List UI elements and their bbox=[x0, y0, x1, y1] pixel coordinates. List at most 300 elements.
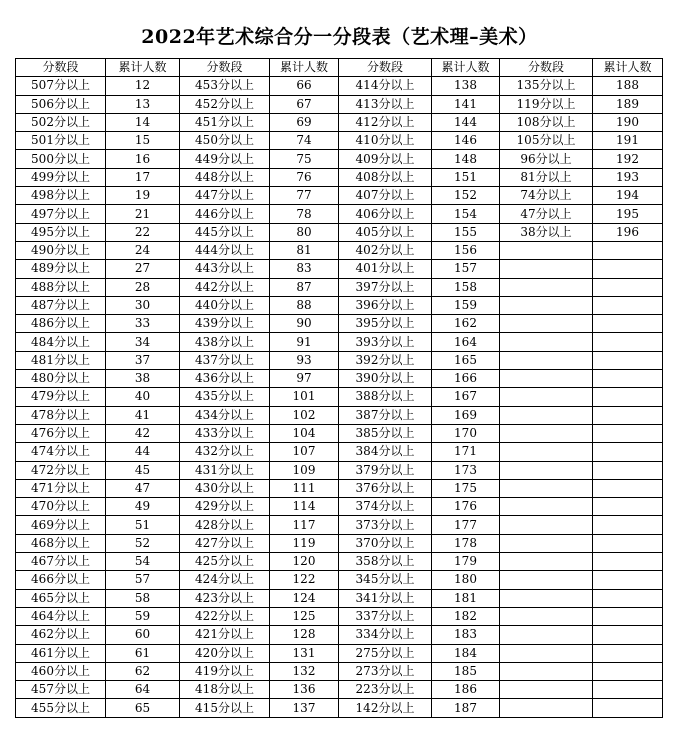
cell-cumulative-count-3: 157 bbox=[432, 260, 500, 278]
cell-score-range-4 bbox=[500, 443, 593, 461]
table-row bbox=[16, 113, 663, 131]
cell-score-range-1: 467分以上 bbox=[16, 553, 106, 571]
cell-score-range-3: 401分以上 bbox=[339, 260, 432, 278]
cell-cumulative-count-4: 195 bbox=[593, 205, 663, 223]
cell-cumulative-count-4: 192 bbox=[593, 150, 663, 168]
cell-score-range-4 bbox=[500, 388, 593, 406]
cell-score-range-3: 337分以上 bbox=[339, 607, 432, 625]
cell-cumulative-count-2: 122 bbox=[270, 571, 339, 589]
cell-cumulative-count-1: 17 bbox=[106, 168, 180, 186]
cell-score-range-3: 334分以上 bbox=[339, 626, 432, 644]
cell-score-range-4 bbox=[500, 296, 593, 314]
cell-score-range-4 bbox=[500, 571, 593, 589]
cell-score-range-4: 38分以上 bbox=[500, 223, 593, 241]
cell-cumulative-count-4 bbox=[593, 626, 663, 644]
cell-cumulative-count-1: 47 bbox=[106, 479, 180, 497]
cell-score-range-2: 427分以上 bbox=[180, 534, 270, 552]
cell-cumulative-count-2: 109 bbox=[270, 461, 339, 479]
cell-score-range-1: 498分以上 bbox=[16, 187, 106, 205]
cell-cumulative-count-1: 57 bbox=[106, 571, 180, 589]
cell-cumulative-count-3: 151 bbox=[432, 168, 500, 186]
table-row bbox=[16, 315, 663, 333]
cell-score-range-3: 407分以上 bbox=[339, 187, 432, 205]
cell-cumulative-count-2: 74 bbox=[270, 132, 339, 150]
cell-cumulative-count-3: 181 bbox=[432, 589, 500, 607]
cell-cumulative-count-3: 179 bbox=[432, 553, 500, 571]
cell-cumulative-count-4 bbox=[593, 351, 663, 369]
cell-cumulative-count-3: 169 bbox=[432, 406, 500, 424]
cell-cumulative-count-1: 40 bbox=[106, 388, 180, 406]
table-row bbox=[16, 516, 663, 534]
cell-cumulative-count-1: 37 bbox=[106, 351, 180, 369]
cell-cumulative-count-1: 64 bbox=[106, 681, 180, 699]
cell-cumulative-count-1: 16 bbox=[106, 150, 180, 168]
table-row bbox=[16, 443, 663, 461]
cell-cumulative-count-4 bbox=[593, 443, 663, 461]
cell-score-range-3: 409分以上 bbox=[339, 150, 432, 168]
table-row bbox=[16, 699, 663, 717]
table-row bbox=[16, 260, 663, 278]
cell-score-range-3: 408分以上 bbox=[339, 168, 432, 186]
cell-score-range-3: 345分以上 bbox=[339, 571, 432, 589]
cell-score-range-1: 488分以上 bbox=[16, 278, 106, 296]
cell-score-range-1: 471分以上 bbox=[16, 479, 106, 497]
cell-cumulative-count-3: 185 bbox=[432, 662, 500, 680]
cell-cumulative-count-3: 164 bbox=[432, 333, 500, 351]
cell-cumulative-count-4 bbox=[593, 296, 663, 314]
cell-cumulative-count-3: 138 bbox=[432, 77, 500, 95]
cell-score-range-3: 376分以上 bbox=[339, 479, 432, 497]
cell-cumulative-count-4 bbox=[593, 516, 663, 534]
cell-cumulative-count-3: 156 bbox=[432, 241, 500, 259]
cell-cumulative-count-2: 111 bbox=[270, 479, 339, 497]
cell-cumulative-count-3: 187 bbox=[432, 699, 500, 717]
cell-cumulative-count-4 bbox=[593, 388, 663, 406]
cell-cumulative-count-1: 49 bbox=[106, 498, 180, 516]
cell-cumulative-count-1: 45 bbox=[106, 461, 180, 479]
cell-score-range-4 bbox=[500, 461, 593, 479]
table-header bbox=[16, 59, 663, 77]
cell-score-range-1: 499分以上 bbox=[16, 168, 106, 186]
cell-score-range-1: 479分以上 bbox=[16, 388, 106, 406]
cell-score-range-1: 461分以上 bbox=[16, 644, 106, 662]
table-row bbox=[16, 571, 663, 589]
cell-cumulative-count-1: 62 bbox=[106, 662, 180, 680]
table-row bbox=[16, 388, 663, 406]
cell-score-range-2: 449分以上 bbox=[180, 150, 270, 168]
table-row bbox=[16, 241, 663, 259]
cell-score-range-2: 425分以上 bbox=[180, 553, 270, 571]
table-row bbox=[16, 205, 663, 223]
cell-score-range-1: 501分以上 bbox=[16, 132, 106, 150]
cell-score-range-1: 497分以上 bbox=[16, 205, 106, 223]
cell-cumulative-count-2: 77 bbox=[270, 187, 339, 205]
cell-cumulative-count-2: 76 bbox=[270, 168, 339, 186]
cell-cumulative-count-1: 61 bbox=[106, 644, 180, 662]
cell-score-range-1: 476分以上 bbox=[16, 424, 106, 442]
cell-cumulative-count-2: 104 bbox=[270, 424, 339, 442]
cell-cumulative-count-4 bbox=[593, 370, 663, 388]
cell-score-range-3: 395分以上 bbox=[339, 315, 432, 333]
table-row bbox=[16, 223, 663, 241]
cell-score-range-3: 341分以上 bbox=[339, 589, 432, 607]
cell-cumulative-count-3: 173 bbox=[432, 461, 500, 479]
cell-score-range-1: 500分以上 bbox=[16, 150, 106, 168]
cell-cumulative-count-3: 184 bbox=[432, 644, 500, 662]
cell-cumulative-count-1: 65 bbox=[106, 699, 180, 717]
cell-cumulative-count-3: 176 bbox=[432, 498, 500, 516]
cell-score-range-3: 396分以上 bbox=[339, 296, 432, 314]
cell-cumulative-count-1: 59 bbox=[106, 607, 180, 625]
table-row bbox=[16, 168, 663, 186]
cell-score-range-1: 502分以上 bbox=[16, 113, 106, 131]
cell-score-range-4 bbox=[500, 424, 593, 442]
cell-score-range-2: 419分以上 bbox=[180, 662, 270, 680]
cell-cumulative-count-4: 194 bbox=[593, 187, 663, 205]
cell-cumulative-count-2: 125 bbox=[270, 607, 339, 625]
cell-cumulative-count-2: 117 bbox=[270, 516, 339, 534]
cell-cumulative-count-4: 188 bbox=[593, 77, 663, 95]
cell-score-range-2: 439分以上 bbox=[180, 315, 270, 333]
cell-score-range-4: 135分以上 bbox=[500, 77, 593, 95]
table-row bbox=[16, 406, 663, 424]
cell-score-range-3: 392分以上 bbox=[339, 351, 432, 369]
cell-score-range-1: 470分以上 bbox=[16, 498, 106, 516]
cell-score-range-1: 480分以上 bbox=[16, 370, 106, 388]
cell-score-range-1: 478分以上 bbox=[16, 406, 106, 424]
cell-cumulative-count-2: 87 bbox=[270, 278, 339, 296]
cell-cumulative-count-2: 137 bbox=[270, 699, 339, 717]
cell-cumulative-count-3: 162 bbox=[432, 315, 500, 333]
cell-cumulative-count-1: 52 bbox=[106, 534, 180, 552]
cell-cumulative-count-2: 91 bbox=[270, 333, 339, 351]
cell-cumulative-count-4: 190 bbox=[593, 113, 663, 131]
cell-score-range-1: 457分以上 bbox=[16, 681, 106, 699]
cell-cumulative-count-2: 132 bbox=[270, 662, 339, 680]
cell-cumulative-count-3: 182 bbox=[432, 607, 500, 625]
table-body bbox=[16, 77, 663, 717]
cell-score-range-3: 410分以上 bbox=[339, 132, 432, 150]
cell-cumulative-count-3: 144 bbox=[432, 113, 500, 131]
table-row bbox=[16, 644, 663, 662]
table-row bbox=[16, 132, 663, 150]
cell-score-range-3: 414分以上 bbox=[339, 77, 432, 95]
cell-cumulative-count-4 bbox=[593, 662, 663, 680]
cell-cumulative-count-1: 27 bbox=[106, 260, 180, 278]
cell-score-range-4 bbox=[500, 406, 593, 424]
table-row bbox=[16, 498, 663, 516]
cell-cumulative-count-2: 131 bbox=[270, 644, 339, 662]
cell-cumulative-count-2: 124 bbox=[270, 589, 339, 607]
cell-score-range-1: 474分以上 bbox=[16, 443, 106, 461]
cell-score-range-2: 436分以上 bbox=[180, 370, 270, 388]
cell-score-range-2: 444分以上 bbox=[180, 241, 270, 259]
table-row bbox=[16, 681, 663, 699]
header-score-range-3: 分数段 bbox=[339, 59, 432, 77]
cell-cumulative-count-2: 128 bbox=[270, 626, 339, 644]
cell-score-range-2: 432分以上 bbox=[180, 443, 270, 461]
cell-score-range-2: 418分以上 bbox=[180, 681, 270, 699]
cell-cumulative-count-4 bbox=[593, 241, 663, 259]
cell-cumulative-count-2: 119 bbox=[270, 534, 339, 552]
cell-cumulative-count-3: 186 bbox=[432, 681, 500, 699]
header-score-range-2: 分数段 bbox=[180, 59, 270, 77]
cell-score-range-3: 373分以上 bbox=[339, 516, 432, 534]
cell-cumulative-count-1: 54 bbox=[106, 553, 180, 571]
cell-cumulative-count-3: 154 bbox=[432, 205, 500, 223]
cell-cumulative-count-1: 41 bbox=[106, 406, 180, 424]
cell-score-range-4: 105分以上 bbox=[500, 132, 593, 150]
cell-score-range-3: 406分以上 bbox=[339, 205, 432, 223]
cell-cumulative-count-4 bbox=[593, 315, 663, 333]
cell-cumulative-count-4 bbox=[593, 333, 663, 351]
table-row bbox=[16, 333, 663, 351]
header-cumulative-count-2: 累计人数 bbox=[270, 59, 339, 77]
cell-score-range-2: 430分以上 bbox=[180, 479, 270, 497]
cell-score-range-4 bbox=[500, 516, 593, 534]
cell-score-range-4 bbox=[500, 278, 593, 296]
cell-score-range-3: 390分以上 bbox=[339, 370, 432, 388]
cell-score-range-2: 440分以上 bbox=[180, 296, 270, 314]
cell-cumulative-count-4 bbox=[593, 553, 663, 571]
cell-score-range-4 bbox=[500, 553, 593, 571]
cell-cumulative-count-1: 19 bbox=[106, 187, 180, 205]
table-row bbox=[16, 662, 663, 680]
cell-score-range-4 bbox=[500, 370, 593, 388]
cell-cumulative-count-2: 90 bbox=[270, 315, 339, 333]
cell-cumulative-count-3: 155 bbox=[432, 223, 500, 241]
cell-score-range-4 bbox=[500, 589, 593, 607]
cell-score-range-2: 423分以上 bbox=[180, 589, 270, 607]
cell-cumulative-count-2: 67 bbox=[270, 95, 339, 113]
cell-score-range-2: 433分以上 bbox=[180, 424, 270, 442]
cell-score-range-3: 384分以上 bbox=[339, 443, 432, 461]
cell-cumulative-count-2: 102 bbox=[270, 406, 339, 424]
table-row bbox=[16, 461, 663, 479]
header-cumulative-count-4: 累计人数 bbox=[593, 59, 663, 77]
cell-score-range-3: 402分以上 bbox=[339, 241, 432, 259]
cell-score-range-3: 413分以上 bbox=[339, 95, 432, 113]
cell-cumulative-count-1: 21 bbox=[106, 205, 180, 223]
cell-cumulative-count-4: 193 bbox=[593, 168, 663, 186]
cell-cumulative-count-2: 80 bbox=[270, 223, 339, 241]
cell-score-range-4 bbox=[500, 241, 593, 259]
cell-cumulative-count-1: 38 bbox=[106, 370, 180, 388]
cell-score-range-2: 420分以上 bbox=[180, 644, 270, 662]
table-row bbox=[16, 424, 663, 442]
cell-cumulative-count-3: 178 bbox=[432, 534, 500, 552]
score-distribution-table bbox=[15, 58, 663, 718]
table-row bbox=[16, 150, 663, 168]
cell-score-range-4 bbox=[500, 607, 593, 625]
cell-score-range-4 bbox=[500, 498, 593, 516]
header-cumulative-count-1: 累计人数 bbox=[106, 59, 180, 77]
cell-score-range-1: 490分以上 bbox=[16, 241, 106, 259]
cell-cumulative-count-4 bbox=[593, 534, 663, 552]
cell-cumulative-count-1: 33 bbox=[106, 315, 180, 333]
cell-cumulative-count-2: 101 bbox=[270, 388, 339, 406]
cell-cumulative-count-3: 148 bbox=[432, 150, 500, 168]
cell-cumulative-count-3: 170 bbox=[432, 424, 500, 442]
table-row bbox=[16, 95, 663, 113]
cell-cumulative-count-3: 152 bbox=[432, 187, 500, 205]
cell-cumulative-count-1: 58 bbox=[106, 589, 180, 607]
cell-score-range-1: 469分以上 bbox=[16, 516, 106, 534]
cell-score-range-2: 435分以上 bbox=[180, 388, 270, 406]
cell-score-range-4 bbox=[500, 534, 593, 552]
cell-score-range-1: 489分以上 bbox=[16, 260, 106, 278]
cell-score-range-1: 487分以上 bbox=[16, 296, 106, 314]
cell-cumulative-count-2: 120 bbox=[270, 553, 339, 571]
cell-cumulative-count-2: 136 bbox=[270, 681, 339, 699]
cell-score-range-4: 47分以上 bbox=[500, 205, 593, 223]
cell-score-range-3: 223分以上 bbox=[339, 681, 432, 699]
cell-score-range-1: 464分以上 bbox=[16, 607, 106, 625]
cell-cumulative-count-3: 146 bbox=[432, 132, 500, 150]
table-row bbox=[16, 479, 663, 497]
cell-score-range-4 bbox=[500, 681, 593, 699]
cell-score-range-4: 81分以上 bbox=[500, 168, 593, 186]
cell-score-range-1: 462分以上 bbox=[16, 626, 106, 644]
cell-score-range-2: 448分以上 bbox=[180, 168, 270, 186]
page-title: 2022年艺术综合分一分段表（艺术理–美术） bbox=[141, 26, 538, 48]
cell-score-range-1: 466分以上 bbox=[16, 571, 106, 589]
cell-cumulative-count-4: 189 bbox=[593, 95, 663, 113]
cell-score-range-4 bbox=[500, 351, 593, 369]
table-row bbox=[16, 77, 663, 95]
cell-score-range-1: 507分以上 bbox=[16, 77, 106, 95]
cell-score-range-3: 142分以上 bbox=[339, 699, 432, 717]
cell-cumulative-count-3: 167 bbox=[432, 388, 500, 406]
cell-score-range-3: 273分以上 bbox=[339, 662, 432, 680]
cell-cumulative-count-1: 34 bbox=[106, 333, 180, 351]
table-row bbox=[16, 351, 663, 369]
cell-cumulative-count-4: 191 bbox=[593, 132, 663, 150]
cell-score-range-4: 74分以上 bbox=[500, 187, 593, 205]
cell-score-range-2: 429分以上 bbox=[180, 498, 270, 516]
cell-score-range-3: 405分以上 bbox=[339, 223, 432, 241]
header-cumulative-count-3: 累计人数 bbox=[432, 59, 500, 77]
cell-score-range-2: 424分以上 bbox=[180, 571, 270, 589]
cell-cumulative-count-4 bbox=[593, 461, 663, 479]
cell-cumulative-count-4 bbox=[593, 681, 663, 699]
cell-cumulative-count-4 bbox=[593, 571, 663, 589]
cell-cumulative-count-1: 28 bbox=[106, 278, 180, 296]
cell-score-range-4 bbox=[500, 662, 593, 680]
cell-score-range-3: 412分以上 bbox=[339, 113, 432, 131]
cell-cumulative-count-3: 180 bbox=[432, 571, 500, 589]
cell-score-range-2: 431分以上 bbox=[180, 461, 270, 479]
cell-score-range-3: 374分以上 bbox=[339, 498, 432, 516]
cell-score-range-2: 434分以上 bbox=[180, 406, 270, 424]
cell-score-range-4 bbox=[500, 699, 593, 717]
cell-score-range-2: 445分以上 bbox=[180, 223, 270, 241]
cell-score-range-3: 370分以上 bbox=[339, 534, 432, 552]
cell-cumulative-count-2: 66 bbox=[270, 77, 339, 95]
cell-cumulative-count-4 bbox=[593, 699, 663, 717]
cell-score-range-2: 437分以上 bbox=[180, 351, 270, 369]
table-row bbox=[16, 296, 663, 314]
cell-cumulative-count-3: 177 bbox=[432, 516, 500, 534]
cell-score-range-1: 472分以上 bbox=[16, 461, 106, 479]
cell-score-range-2: 415分以上 bbox=[180, 699, 270, 717]
cell-cumulative-count-4 bbox=[593, 424, 663, 442]
cell-cumulative-count-2: 78 bbox=[270, 205, 339, 223]
cell-score-range-4 bbox=[500, 260, 593, 278]
cell-score-range-2: 447分以上 bbox=[180, 187, 270, 205]
cell-score-range-4 bbox=[500, 626, 593, 644]
cell-cumulative-count-1: 12 bbox=[106, 77, 180, 95]
cell-cumulative-count-1: 60 bbox=[106, 626, 180, 644]
cell-cumulative-count-2: 107 bbox=[270, 443, 339, 461]
cell-cumulative-count-3: 166 bbox=[432, 370, 500, 388]
cell-score-range-4 bbox=[500, 315, 593, 333]
header-row bbox=[16, 59, 663, 77]
cell-cumulative-count-1: 42 bbox=[106, 424, 180, 442]
cell-cumulative-count-4 bbox=[593, 644, 663, 662]
cell-cumulative-count-3: 171 bbox=[432, 443, 500, 461]
cell-cumulative-count-2: 88 bbox=[270, 296, 339, 314]
cell-score-range-2: 428分以上 bbox=[180, 516, 270, 534]
cell-cumulative-count-2: 75 bbox=[270, 150, 339, 168]
table-row bbox=[16, 278, 663, 296]
cell-cumulative-count-1: 24 bbox=[106, 241, 180, 259]
cell-score-range-2: 442分以上 bbox=[180, 278, 270, 296]
cell-score-range-2: 450分以上 bbox=[180, 132, 270, 150]
cell-cumulative-count-2: 81 bbox=[270, 241, 339, 259]
table-row bbox=[16, 589, 663, 607]
header-score-range-4: 分数段 bbox=[500, 59, 593, 77]
cell-score-range-4: 96分以上 bbox=[500, 150, 593, 168]
cell-score-range-4: 119分以上 bbox=[500, 95, 593, 113]
cell-score-range-3: 397分以上 bbox=[339, 278, 432, 296]
cell-cumulative-count-4 bbox=[593, 589, 663, 607]
cell-score-range-2: 438分以上 bbox=[180, 333, 270, 351]
cell-score-range-3: 379分以上 bbox=[339, 461, 432, 479]
table-row bbox=[16, 626, 663, 644]
cell-score-range-1: 465分以上 bbox=[16, 589, 106, 607]
cell-cumulative-count-2: 69 bbox=[270, 113, 339, 131]
cell-score-range-1: 495分以上 bbox=[16, 223, 106, 241]
cell-cumulative-count-4 bbox=[593, 406, 663, 424]
cell-cumulative-count-1: 22 bbox=[106, 223, 180, 241]
cell-score-range-3: 275分以上 bbox=[339, 644, 432, 662]
table-row bbox=[16, 370, 663, 388]
cell-score-range-1: 468分以上 bbox=[16, 534, 106, 552]
cell-score-range-3: 385分以上 bbox=[339, 424, 432, 442]
cell-cumulative-count-4: 196 bbox=[593, 223, 663, 241]
cell-cumulative-count-2: 97 bbox=[270, 370, 339, 388]
table-row bbox=[16, 187, 663, 205]
cell-cumulative-count-3: 183 bbox=[432, 626, 500, 644]
header-score-range-1: 分数段 bbox=[16, 59, 106, 77]
cell-score-range-3: 388分以上 bbox=[339, 388, 432, 406]
cell-score-range-3: 358分以上 bbox=[339, 553, 432, 571]
cell-cumulative-count-3: 159 bbox=[432, 296, 500, 314]
cell-cumulative-count-2: 93 bbox=[270, 351, 339, 369]
cell-cumulative-count-3: 165 bbox=[432, 351, 500, 369]
cell-cumulative-count-4 bbox=[593, 479, 663, 497]
cell-cumulative-count-2: 114 bbox=[270, 498, 339, 516]
cell-score-range-2: 452分以上 bbox=[180, 95, 270, 113]
cell-score-range-3: 387分以上 bbox=[339, 406, 432, 424]
cell-cumulative-count-1: 15 bbox=[106, 132, 180, 150]
cell-score-range-1: 484分以上 bbox=[16, 333, 106, 351]
cell-score-range-2: 451分以上 bbox=[180, 113, 270, 131]
cell-score-range-4 bbox=[500, 333, 593, 351]
table-row bbox=[16, 553, 663, 571]
cell-score-range-4: 108分以上 bbox=[500, 113, 593, 131]
